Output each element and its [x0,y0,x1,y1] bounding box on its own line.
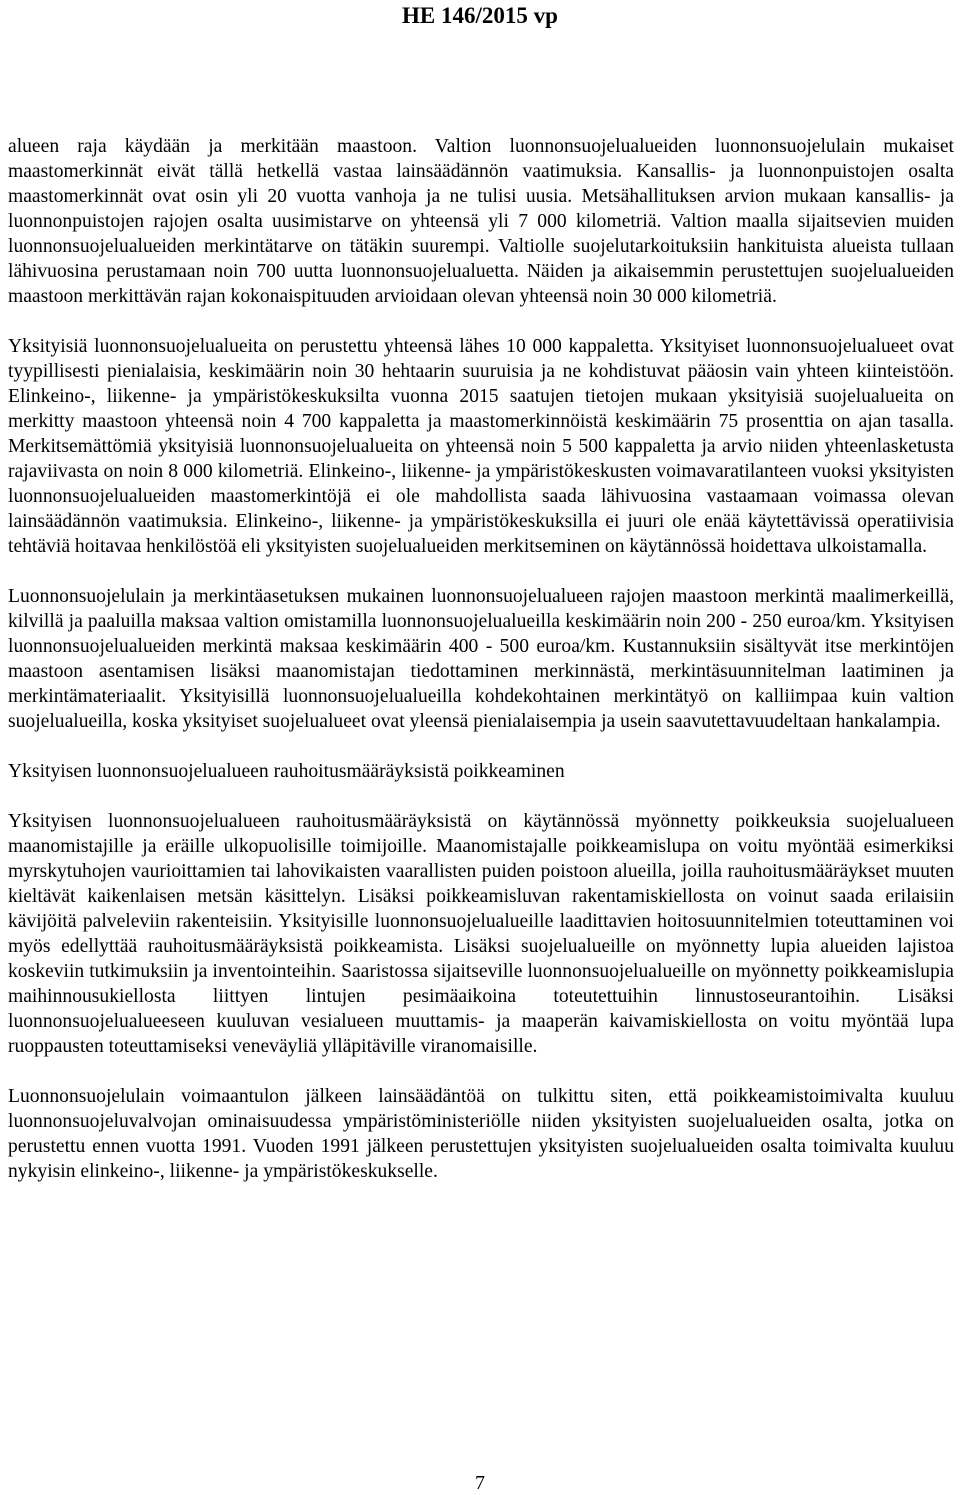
document-header: HE 146/2015 vp [402,3,558,28]
section-heading: Yksityisen luonnonsuojelualueen rauhoitusmääräyksistä poikkeaminen [8,761,565,782]
paragraph-private-areas: Yksityisiä luonnonsuojelualueita on perustettu yhteensä lähes 10 000 kappaletta. Yksityiset luonnonsuojelualueet ovat tyypillisesti pienialaisia, keskimäärin noin 30 hehtaarin suuruisia ja ne kohdistuvat pääosin vain yhteen kiinteistöön. Elinkeino-, liikenne- ja ympäristökeskuksilta vuonna 2015 saatujen tietojen mukaan yksityisiä suojelualueita on merkitty maastoon yhteensä noin 4 700 kappaletta ja maastomerkinnöistä keskimäärin 75 prosenttia on ajan tasalla. Merkitsemättömiä yksityisiä luonnonsuojelualueita on yhteensä noin 5 500 kappaletta ja arvio niiden yhteenlasketusta rajaviivasta on noin 8 000 kilometriä. Elinkeino-, liikenne- ja ympäristökeskusten voimavaratilanteen vuoksi yksityisten luonnonsuojelualueiden maastomerkintöjä ei ole mahdollista saada lähivuosina vastaamaan voimassa olevan lainsäädännön vaatimuksia. Elinkeino-, liikenne- ja ympäristökeskuksilla ei juuri ole enää käytettävissä operatiivisia tehtäviä hoitavaa henkilöstöä eli yksityisten suojelualueiden merkitseminen on käytännössä hoidettava ulkoistamalla. [8,336,954,557]
paragraph-jurisdiction: Luonnonsuojelulain voimaantulon jälkeen lainsäädäntöä on tulkittu siten, että poikkeamistoimivalta kuuluu luonnonsuojeluvalvojan ominaisuudessa ympäristöministeriölle niiden yksityisten suojelualueiden osalta, jotka on perustettu ennen vuotta 1991. Vuoden 1991 jälkeen perustettujen yksityisten suojelualueiden osalta toimivalta kuuluu nykyisin elinkeino-, liikenne- ja ympäristökeskukselle. [8,1086,954,1182]
paragraph-state-markings: alueen raja käydään ja merkitään maastoon. Valtion luonnonsuojelualueiden luonnonsuojelulain mukaiset maastomerkinnät eivät tällä hetkellä vastaa lainsäädännön vaatimuksia. Kansallis- ja luonnonpuistojen osalta maastomerkinnät ovat osin yli 20 vuotta vanhoja ja ne tulisi uusia. Metsähallituksen arvion mukaan kansallis- ja luonnonpuistojen rajojen osalta uusimistarve on yhteensä yli 7 000 kilometriä. Valtion maalla sijaitsevien muiden luonnonsuojelualueiden merkintätarve on tätäkin suurempi. Valtiolle suojelutarkoituksiin hankituista alueista tullaan lähivuosina perustamaan noin 700 uutta luonnonsuojelualuetta. Näiden ja aikaisemmin perustettujen suojelualueiden maastoon merkittävän rajan kokonaispituuden arvioidaan olevan yhteensä noin 30 000 kilometriä. [8,136,954,307]
paragraph-exemptions: Yksityisen luonnonsuojelualueen rauhoitusmääräyksistä on käytännössä myönnetty poikkeuksia suojelualueen maanomistajille ja eräille ulkopuolisille toimijoille. Maanomistajalle poikkeamislupa on voitu myöntää esimerkiksi myrskytuhojen vaurioittamien tai lahovikaisten vaarallisten puiden poistoon alueilla, joilla rauhoitusmääräykset muuten kieltävät kaikenlaisen metsän käsittelyn. Lisäksi poikkeamisluvan rakentamiskiellosta on voinut saada erilaisiin kävijöitä palveleviin rakenteisiin. Yksityisille luonnonsuojelualueille laadittavien hoitosuunnitelmien toteuttaminen voi myös edellyttää rauhoitusmääräyksistä poikkeamista. Lisäksi suojelualueille on myönnetty lupia alueiden lajistoa koskeviin tutkimuksiin ja inventointeihin. Saaristossa sijaitseville luonnonsuojelualueille on myönnetty poikkeamislupia maihinnousukiellosta liittyen lintujen pesimäaikoina toteutettuihin linnustoseurantoihin. Lisäksi luonnonsuojelualueeseen kuuluvan vesialueen muuttamis- ja maaperän kaivamiskiellosta on voitu myöntää lupa ruoppausten toteuttamiseksi veneväyliä ylläpitäville viranomaisille. [8,811,954,1057]
paragraph-marking-costs: Luonnonsuojelulain ja merkintäasetuksen mukainen luonnonsuojelualueen rajojen maastoon merkintä maalimerkeillä, kilvillä ja paaluilla maksaa valtion omistamilla luonnonsuojelualueilla keskimäärin noin 200 - 250 euroa/km. Yksityisen luonnonsuojelualueiden merkintä maksaa keskimäärin 400 - 500 euroa/km. Kustannuksiin sisältyvät itse merkintöjen maastoon asentamisen lisäksi maanomistajan tiedottaminen merkinnästä, merkintäsuunnitelman laatiminen ja merkintämateriaalit. Yksityisillä luonnonsuojelualueilla kohdekohtainen merkintätyö on kalliimpaa kuin valtion suojelualueilla, koska yksityiset suojelualueet ovat yleensä pienialaisempia ja usein saavutettavuudeltaan hankalampia. [8,586,954,732]
page-number: 7 [475,1472,485,1494]
document-body [8,134,954,1209]
